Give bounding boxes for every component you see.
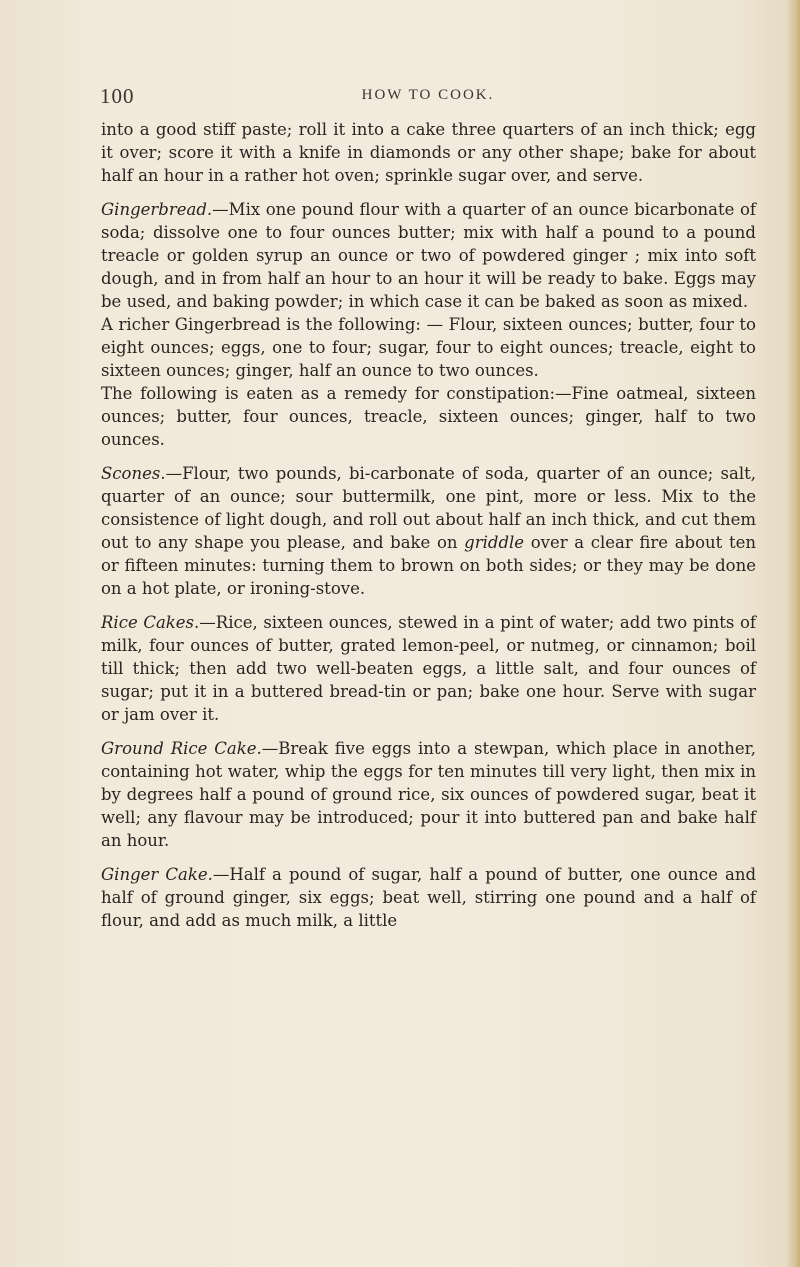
recipe-title: Scones. [101, 464, 166, 483]
recipe-title: Ginger Cake. [101, 865, 213, 884]
recipe-title: Ground Rice Cake. [101, 739, 262, 758]
page-edge [786, 0, 800, 1267]
recipe-title: Gingerbread. [101, 200, 213, 219]
paragraph-text: The following is eaten as a remedy for constipation:—Fine oatmeal, sixteen ounces; butter, four ounces, treacle, sixteen ounces; ginger, half to two ounces. [101, 384, 756, 449]
paragraph-rice-cakes [101, 611, 756, 726]
paragraph-gingerbread [101, 198, 756, 313]
paragraph-text: A richer Gingerbread is the following: — Flour, sixteen ounces; butter, four to eight ounces; eggs, one to four; sugar, four to eight ounces; treacle, eight to sixteen ounces; ginger, half an ounce to two ounces. [101, 315, 756, 380]
paragraph-text: —Flour, two pounds, bi-carbonate of soda, quarter of an ounce; salt, quarter of an ounce; sour buttermilk, one pint, more or less. Mix to the consistence of light dough, and roll out about half an inch thick, and cut them out to any shape you please, and bake on [101, 464, 756, 552]
paragraph-scones [101, 462, 756, 600]
paragraph-text: —Half a pound of sugar, half a pound of butter, one ounce and half of ground ginger, six eggs; beat well, stirring one pound and a half of flour, and add as much milk, a little [101, 865, 757, 930]
paragraph-text: —Mix one pound flour with a quarter of an ounce bicarbonate of soda; dissolve one to four ounces butter; mix with half a pound to a pound treacle or golden syrup an ounce or two of powdered ginger ; mix into soft dough, and in from half an hour to an hour it will be ready to bake. Eggs may be used, and baking powder; in which case it can be baked as soon as mixed. [101, 200, 756, 311]
paragraph-remedy [101, 382, 756, 451]
body-text [101, 118, 756, 932]
paragraph-ground-rice-cake [101, 737, 756, 852]
italic-word: griddle [464, 533, 525, 552]
recipe-title: Rice Cakes. [101, 613, 200, 632]
running-head: HOW TO COOK. [361, 87, 495, 103]
paragraph-continuation [101, 118, 756, 187]
paragraph-text: —Break five eggs into a stewpan, which place in another, containing hot water, whip the eggs for ten minutes till very light, then mix in by degrees half a pound of ground rice, six ounces of powdered sugar, beat it well; any flavour may be introduced; pour it into buttered pan and bake half an hour. [101, 739, 756, 850]
page-number: 100 [100, 84, 135, 108]
paragraph-richer-gingerbread [101, 313, 756, 382]
paragraph-text: over a clear fire about ten or fifteen minutes: turning them to brown on both sides; or they may be done on a hot plate, or ironing-stove. [101, 533, 756, 598]
paragraph-text: into a good stiff paste; roll it into a cake three quarters of an inch thick; egg it over; score it with a knife in diamonds or any other shape; bake for about half an hour in a rather hot oven; sprinkle sugar over, and serve. [101, 120, 756, 185]
paragraph-ginger-cake [101, 863, 756, 932]
paragraph-text: —Rice, sixteen ounces, stewed in a pint of water; add two pints of milk, four ounces of butter, grated lemon-peel, or nutmeg, or cinnamon; boil till thick; then add two well-beaten eggs, a little salt, and four ounces of sugar; put it in a buttered bread-tin or pan; bake one hour. Serve with sugar or jam over it. [101, 613, 757, 724]
page-header [100, 84, 756, 114]
